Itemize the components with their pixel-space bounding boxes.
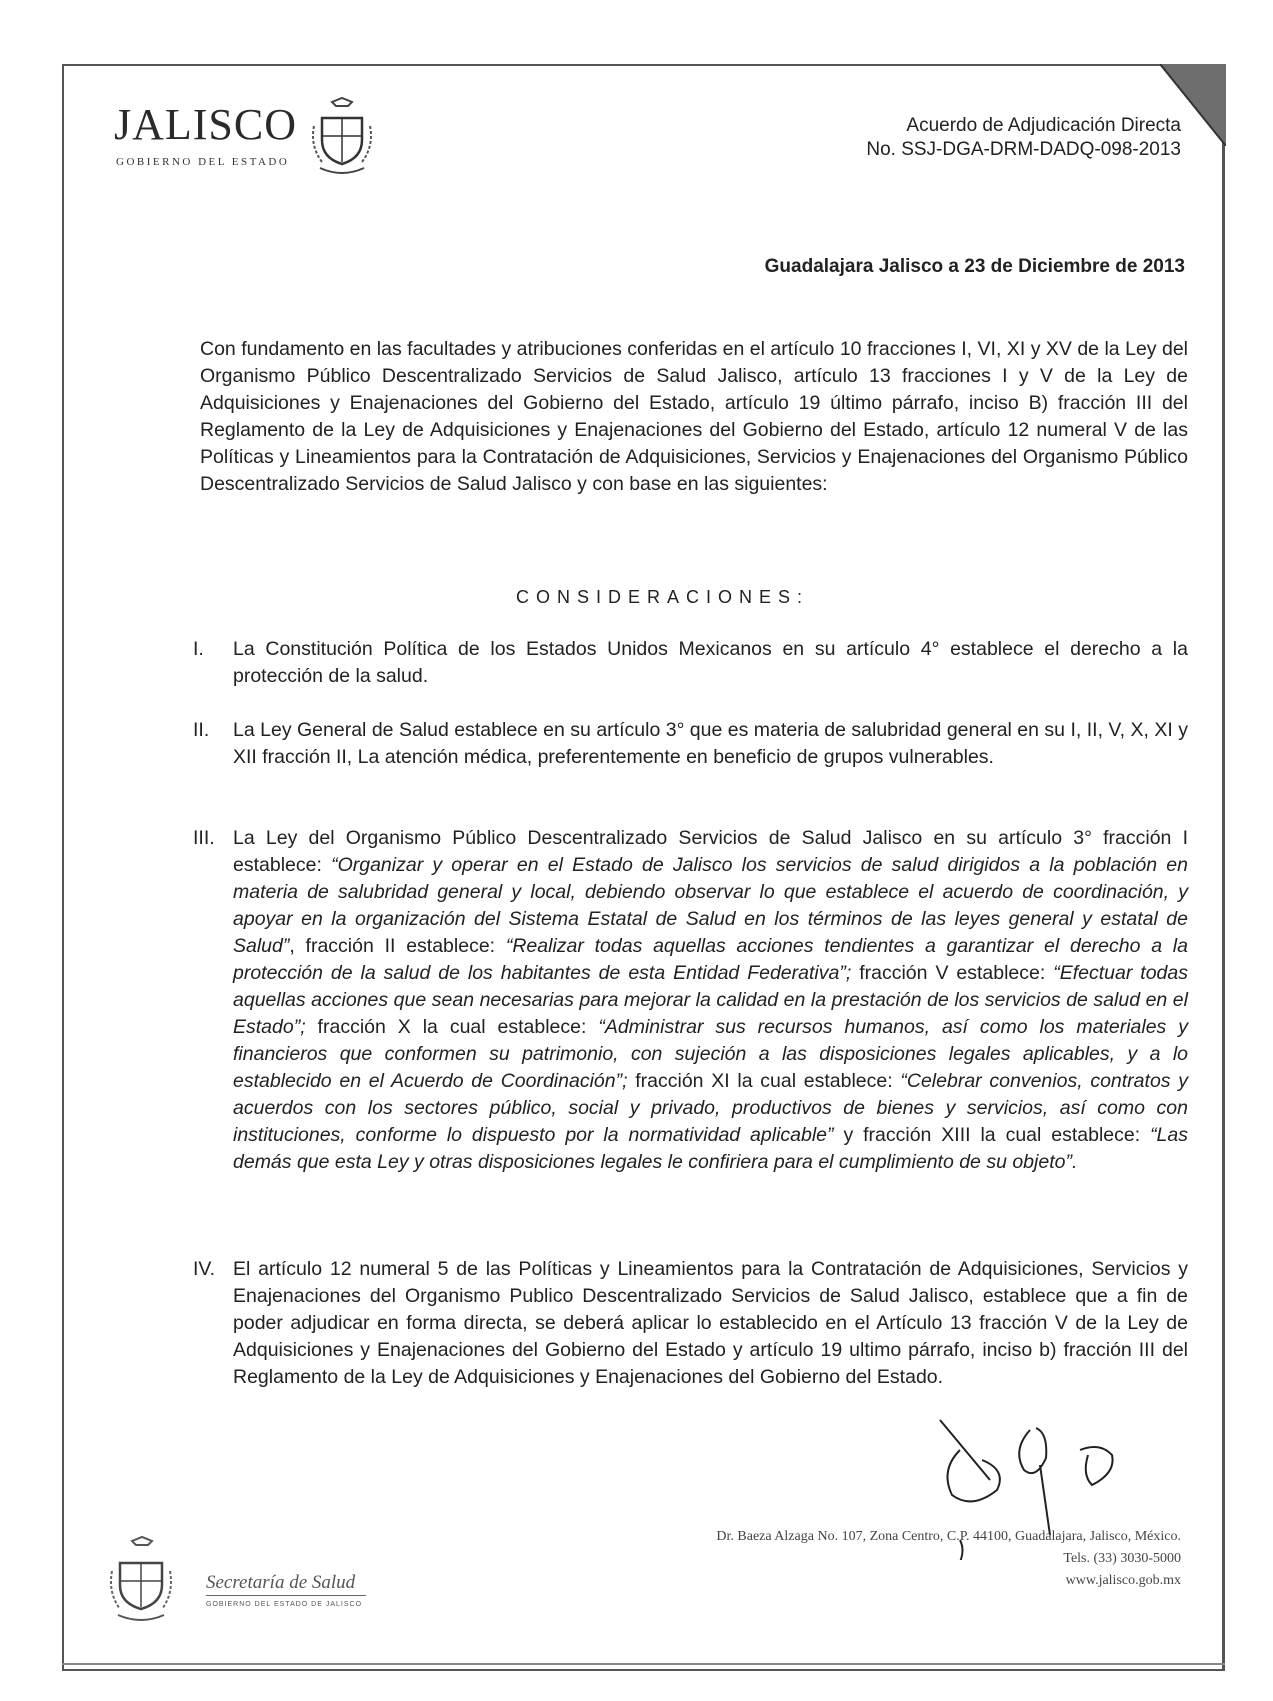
jalisco-logo xyxy=(114,102,374,182)
consideration-item xyxy=(193,636,1188,690)
item-text-plain: La Ley del Organismo Público Descentralizado Servicios de Salud Jalisco en su artículo 3° fracción I establece: xyxy=(233,827,1188,876)
consideration-item xyxy=(193,717,1188,771)
department-name: Secretaría de Salud xyxy=(206,1572,356,1593)
item-text: La Ley General de Salud establece en su artículo 3° que es materia de salubridad general en su I, II, V, X, XI y XII fracción II, La atención médica, preferentemente en beneficio de grupos vulnerables. xyxy=(233,719,1188,768)
title-line-1: Acuerdo de Adjudicación Directa xyxy=(906,115,1181,136)
intro-paragraph: Con fundamento en las facultades y atribuciones conferidas en el artículo 10 fracciones I, VI, XI y XV de la Ley del Organismo Público Descentralizado Servicios de Salud Jalisco, artículo 13 fracciones I y V de la Ley de Adquisiciones y Enajenaciones del Gobierno del Estado, artículo 19 último párrafo, inciso B) fracción III del Reglamento de la Ley de Adquisiciones y Enajenaciones del Gobierno del Estado, artículo 12 numeral V de las Políticas y Lineamientos para la Contratación de Adquisiciones, Servicios y Enajenaciones del Organismo Público Descentralizado Servicios de Salud Jalisco y con base en las siguientes: xyxy=(200,338,1188,495)
item-text-plain: , fracción II establece: xyxy=(289,935,506,957)
item-quote: “Realizar todas aquellas acciones tendientes a garantizar el derecho a la protección de la salud de los habitantes de esta Entidad Federativa”; xyxy=(233,935,1188,984)
item-text: La Constitución Política de los Estados Unidos Mexicanos en su artículo 4° establece el derecho a la protección de la salud. xyxy=(233,638,1188,687)
item-quote: “Efectuar todas aquellas acciones que sean necesarias para mejorar la calidad en la prestación de los servicios de salud en el Estado”; xyxy=(233,962,1188,1038)
item-number: III. xyxy=(193,827,215,849)
item-text-plain: fracción V establece: xyxy=(851,962,1054,984)
item-text-plain: fracción XI la cual establece: xyxy=(627,1070,901,1092)
item-text xyxy=(233,825,1188,1176)
consideration-item xyxy=(193,825,1188,1176)
logo-wordmark: JALISCO xyxy=(114,100,298,149)
item-quote: “Las demás que esta Ley y otras disposiciones legales le confiriera para el cumplimiento de su objeto”. xyxy=(233,1124,1188,1173)
secretaria-salud-logo xyxy=(106,1535,396,1625)
item-quote: “Celebrar convenios, contratos y acuerdos con los sectores público, social y privado, productivos de bienes y servicios, así como con instituciones, conforme lo dispuesto por la normatividad aplicable” xyxy=(233,1070,1189,1146)
consideration-item xyxy=(193,1256,1188,1391)
coat-of-arms-icon xyxy=(106,1535,176,1625)
item-text-plain: y fracción XIII la cual establece: xyxy=(833,1124,1151,1146)
logo-subtitle: GOBIERNO DEL ESTADO xyxy=(116,156,290,168)
section-heading: CONSIDERACIONES: xyxy=(516,587,810,607)
item-text-plain: fracción X la cual establece: xyxy=(305,1016,599,1038)
coat-of-arms-icon xyxy=(310,96,374,176)
item-number: IV. xyxy=(193,1258,216,1280)
item-quote: “Organizar y operar en el Estado de Jalisco los servicios de salud dirigidos a la población en materia de salubridad general y local, debiendo observar lo que establece el acuerdo de coordinación, y apoyar en la organización del Sistema Estatal de Salud en los términos de las leyes general y estatal de Salud” xyxy=(233,854,1188,957)
document-title xyxy=(866,114,1181,162)
footer-phone: Tels. (33) 3030-5000 xyxy=(1063,1551,1181,1566)
department-subtitle: GOBIERNO DEL ESTADO DE JALISCO xyxy=(206,1601,363,1608)
title-line-2: No. SSJ-DGA-DRM-DADQ-098-2013 xyxy=(866,139,1181,160)
item-number: I. xyxy=(193,638,204,660)
item-quote: “Administrar sus recursos humanos, así como los materiales y financieros que conformen su patrimonio, con sujeción a las disposiciones legales aplicables, y a lo establecido en el Acuerdo de Coordinación”; xyxy=(233,1016,1188,1092)
date-line: Guadalajara Jalisco a 23 de Diciembre de 2013 xyxy=(764,256,1185,277)
item-text: El artículo 12 numeral 5 de las Políticas y Lineamientos para la Contratación de Adquisiciones, Servicios y Enajenaciones del Organismo Publico Descentralizado Servicios de Salud Jalisco, establece que a fin de poder adjudicar en forma directa, se deberá aplicar lo establecido en el Artículo 13 fracción V de la Ley de Adquisiciones y Enajenaciones del Gobierno del Estado y artículo 19 ultimo párrafo, inciso b) fracción III del Reglamento de la Ley de Adquisiciones y Enajenaciones del Gobierno del Estado. xyxy=(233,1258,1188,1388)
footer-address-block xyxy=(716,1526,1181,1592)
footer-address: Dr. Baeza Alzaga No. 107, Zona Centro, C.P. 44100, Guadalajara, Jalisco, México. xyxy=(716,1529,1181,1544)
divider xyxy=(206,1595,366,1596)
footer-website: www.jalisco.gob.mx xyxy=(1065,1573,1181,1588)
bottom-border xyxy=(62,1663,1225,1665)
item-number: II. xyxy=(193,719,210,741)
